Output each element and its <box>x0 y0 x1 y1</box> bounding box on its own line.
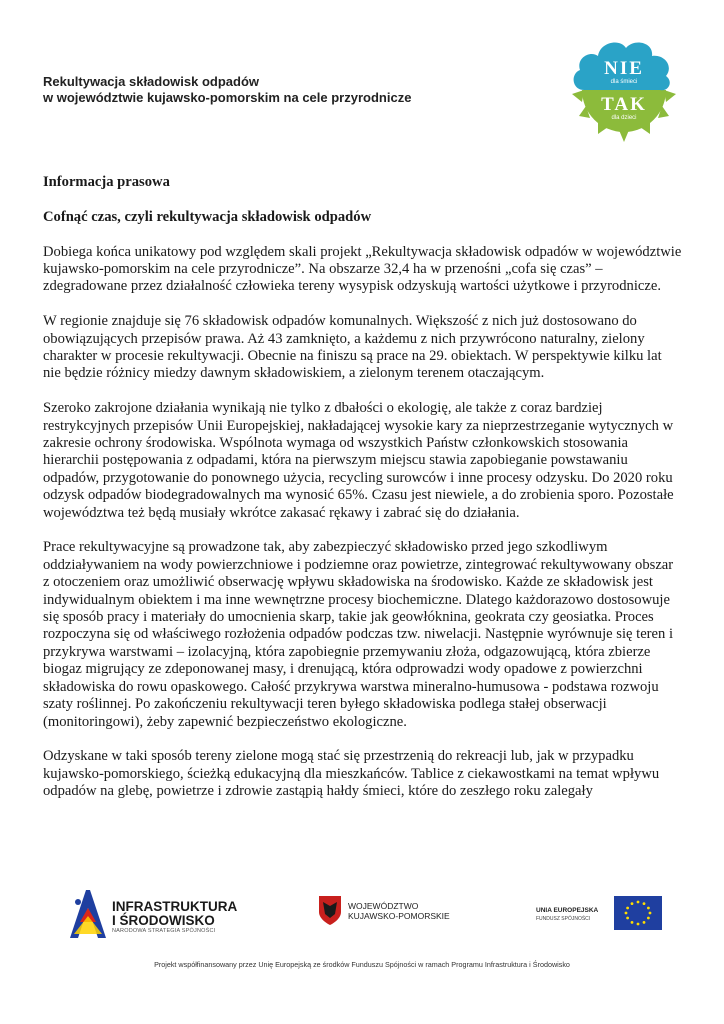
eu-fund-name: FUNDUSZ SPÓJNOŚCI <box>536 916 591 922</box>
paragraph: Odzyskane w taki sposób tereny zielone mogą stać się przestrzenią do rekreacji lub, jak w przypadku kujawsko-pomorskiego, ścieżką edukacyjną dla mieszkańców. Tablice z ciekawostkami na temat wpływu odpadów na glebę, powietrze i zdrowie zastąpią hałdy śmieci, które do zeszłego roku zalegały <box>43 748 660 800</box>
eu-logo <box>530 894 665 930</box>
nie-tak-logo <box>564 30 684 150</box>
paragraph: W regionie znajduje się 76 składowisk odpadów komunalnych. Większość z nich już dostosowano do obowiązujących przepisów prawa. Aż 43 zamknięto, a każdemu z nich przywrócono naturalny, zielony charakter w procesie rekultywacji. Obecnie na finiszu są prace na 29. obiektach. W perspektywie kilku lat nie będzie różnicy miedzy dawnym składowiskiem, a zielonym terenem otaczającym. <box>43 313 662 382</box>
tak-text: TAK <box>601 94 647 115</box>
kujawsko-pomorskie-logo <box>318 892 468 932</box>
infrastruktura-subtitle: NARODOWA STRATEGIA SPÓJNOŚCI <box>112 928 216 934</box>
header-line-2: w województwie kujawsko-pomorskim na cele przyrodnicze <box>43 90 412 105</box>
infrastruktura-logo <box>68 888 248 944</box>
press-release-body <box>43 174 683 818</box>
eu-flag-icon <box>614 896 662 930</box>
header-line-1: Rekultywacja składowisk odpadów <box>43 74 260 89</box>
eu-name: UNIA EUROPEJSKA <box>536 907 599 914</box>
document-label: Informacja prasowa <box>43 174 170 190</box>
tak-subtext: dla dzieci <box>611 115 637 121</box>
kujawsko-pomorskie-name: WOJEWÓDZTWO KUJAWSKO-POMORSKIE <box>348 901 450 921</box>
coat-of-arms-icon <box>318 894 342 926</box>
document-header <box>43 74 411 106</box>
paragraph: Prace rekultywacyjne są prowadzone tak, aby zabezpieczyć składowisko przed jego szkodliwym oddziaływaniem na wody powierzchniowe i podziemne oraz powietrze, zintegrować rekultywowany obszar z otoczeniem oraz umożliwić obserwację wpływu składowiska na środowisko. Każde ze składowisk jest indywidualnym obiektem i ma inne wewnętrzne procesy biochemiczne. Dlatego każdorazowo dostosowuje się sposób pracy i materiały do umocnienia skarp, takie jak geowłóknina, geokrata czy geosiatka. Proces rozpoczyna się od właściwego rozłożenia odpadów podczas tzw. niwelacji. Następnie wyrównuje się teren i przykrywa warstwami – izolacyjną, która zapobiegnie przemywaniu złoża, odgazowującą, która zbierze biogaz migrujący ze zdeponowanej masy, i drenującą, która odprowadzi wody opadowe z powierzchni składowiska do rowu opaskowego. Całość przykrywa warstwa mineralno-humusowa - podstawa rozwoju szaty roślinnej. Po zakończeniu rekultywacji teren byłego składowiska podlega stałej obserwacji (monitoringowi), żeby zapewnić bezpieczeństwo ekologiczne. <box>43 539 674 730</box>
nie-text: NIE <box>604 58 644 79</box>
nie-subtext: dla śmieci <box>610 79 638 85</box>
footer <box>0 880 724 1024</box>
infrastruktura-emblem-icon <box>68 888 108 944</box>
document-title: Cofnąć czas, czyli rekultywacja składowisk odpadów <box>43 208 372 225</box>
paragraph: Dobiega końca unikatowy pod względem skali projekt „Rekultywacja składowisk odpadów w województwie kujawsko-pomorskim na cele przyrodnicze”. Na obszarze 32,4 ha w przenośni „cofa się czas” – zdegradowane przez działalność człowieka tereny wysypisk odzyskują wartości użytkowe i przyrodnicze. <box>43 243 682 295</box>
cofinancing-note: Projekt współfinansowany przez Unię Europejską ze środków Funduszu Spójności w ramach Programu Infrastruktura i Środowisko <box>154 960 570 969</box>
paragraph: Szeroko zakrojone działania wynikają nie tylko z dbałości o ekologię, ale także z coraz bardziej restrykcyjnych przepisów Unii Europejskiej, nakładającej wysokie kary za nieprzestrzeganie wytycznych w zakresie ochrony środowiska. Wspólnota wymaga od wszystkich Państw członkowskich stosowania hierarchii postępowania z odpadami, która na pierwszym miejscu stawia zapobieganie powstawaniu odpadów, przygotowanie do ponownego użycia, recycling surowców i inne procesy odzysku. Do 2020 roku odzysk odpadów biodegradowalnych ma wynosić 65%. Czasu jest niewiele, a do zrobienia sporo. Pozostałe województwa też będą musiały wkrótce zakasać rękawy i zabrać się do działania. <box>43 400 674 521</box>
infrastruktura-name: INFRASTRUKTURA I ŚRODOWISKO <box>112 899 238 928</box>
